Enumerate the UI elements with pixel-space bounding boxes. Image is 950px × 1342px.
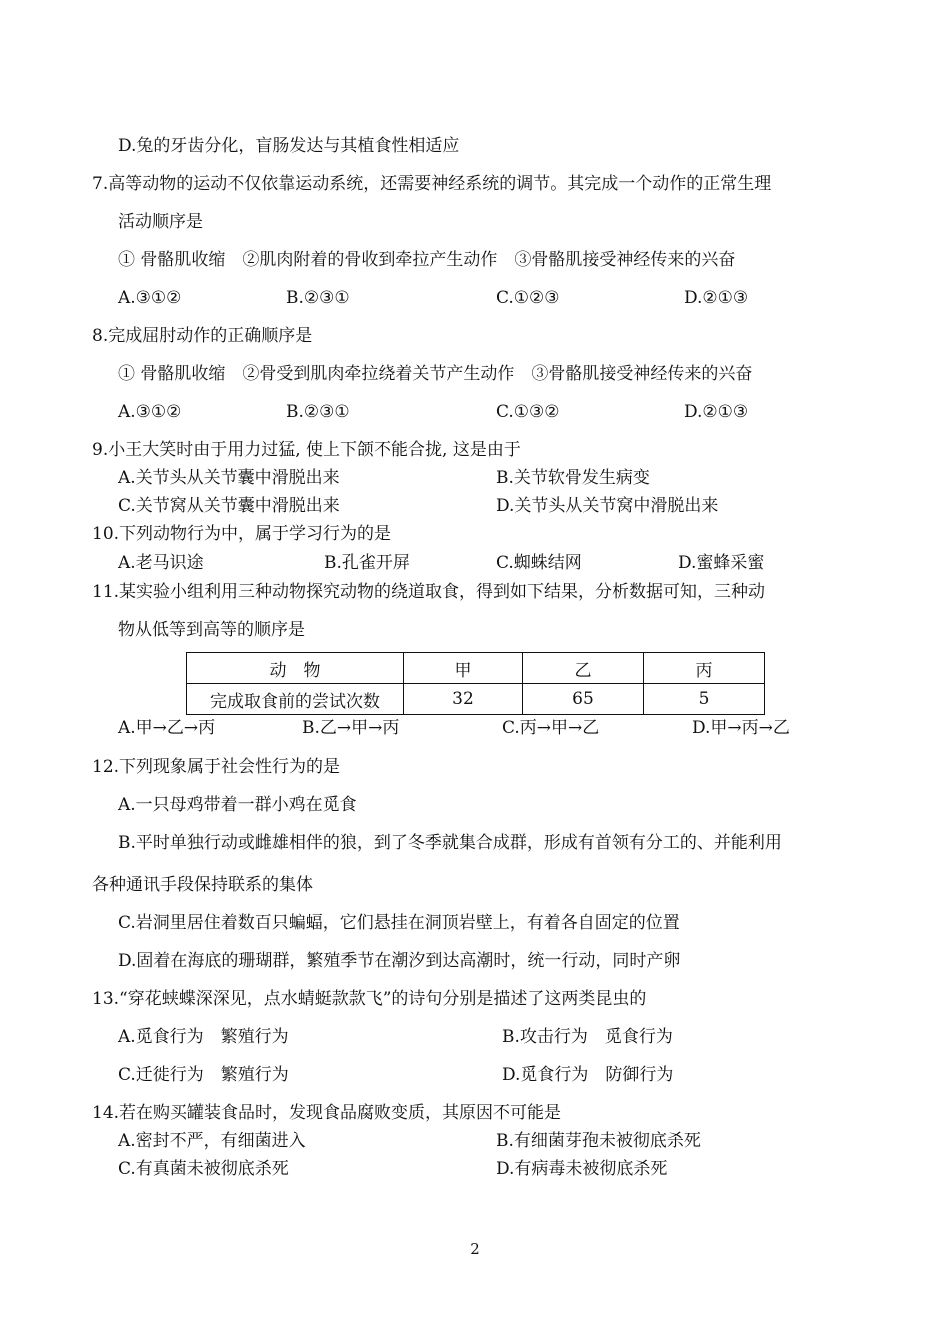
q12-stem: 12.下列现象属于社会性行为的是 (92, 757, 341, 777)
table-cell-jia: 32 (404, 684, 523, 715)
q12-option-b-line1: B.平时单独行动或雌雄相伴的狼，到了冬季就集合成群，形成有首领有分工的、并能利用 (118, 833, 782, 853)
q14-option-d: D.有病毒未被彻底杀死 (496, 1159, 668, 1179)
q7-stem-line1: 7.高等动物的运动不仅依靠运动系统，还需要神经系统的调节。其完成一个动作的正常生理 (92, 174, 772, 194)
q9-option-b: B.关节软骨发生病变 (496, 468, 650, 488)
q14-option-a: A.密封不严，有细菌进入 (118, 1131, 306, 1151)
table-row (187, 684, 765, 715)
q7-option-b: B.②③① (286, 288, 350, 308)
q7-stem-line2: 活动顺序是 (118, 212, 203, 232)
q13-option-a: A.觅食行为 繁殖行为 (118, 1027, 289, 1047)
q12-option-a: A.一只母鸡带着一群小鸡在觅食 (118, 795, 357, 815)
table-header-animal: 动 物 (187, 653, 404, 684)
q8-option-c: C.①③② (496, 402, 560, 422)
q9-option-a: A.关节头从关节囊中滑脱出来 (118, 468, 340, 488)
q11-option-d: D.甲→丙→乙 (692, 718, 790, 738)
table-header-yi: 乙 (523, 653, 644, 684)
table-row-label: 完成取食前的尝试次数 (187, 684, 404, 715)
q9-option-d: D.关节头从关节窝中滑脱出来 (496, 496, 719, 516)
page-number: 2 (470, 1240, 480, 1258)
q10-option-d: D.蜜蜂采蜜 (678, 553, 765, 573)
q13-option-d: D.觅食行为 防御行为 (502, 1065, 674, 1085)
q11-results-table (186, 652, 765, 715)
q12-option-d: D.固着在海底的珊瑚群，繁殖季节在潮汐到达高潮时，统一行动，同时产卵 (118, 951, 681, 971)
q13-option-b: B.攻击行为 觅食行为 (502, 1027, 673, 1047)
q9-stem: 9.小王大笑时由于用力过猛, 使上下颌不能合拢, 这是由于 (92, 440, 521, 460)
q10-option-a: A.老马识途 (118, 553, 204, 573)
table-header-row (187, 653, 765, 684)
q6-option-d: D.兔的牙齿分化，盲肠发达与其植食性相适应 (118, 136, 460, 156)
q13-stem: 13.“穿花蛱蝶深深见，点水蜻蜓款款飞”的诗句分别是描述了这两类昆虫的 (92, 989, 647, 1009)
q12-option-c: C.岩洞里居住着数百只蝙蝠，它们悬挂在洞顶岩壁上，有着各自固定的位置 (118, 913, 680, 933)
q11-option-b: B.乙→甲→丙 (302, 718, 400, 738)
q8-option-b: B.②③① (286, 402, 350, 422)
table-cell-bing: 5 (644, 684, 765, 715)
table-header-jia: 甲 (404, 653, 523, 684)
q11-stem-line2: 物从低等到高等的顺序是 (118, 620, 305, 640)
q7-option-a: A.③①② (118, 288, 182, 308)
table-header-bing: 丙 (644, 653, 765, 684)
q7-option-d: D.②①③ (684, 288, 749, 308)
q14-option-c: C.有真菌未被彻底杀死 (118, 1159, 289, 1179)
q10-stem: 10.下列动物行为中，属于学习行为的是 (92, 524, 392, 544)
q12-option-b-line2: 各种通讯手段保持联系的集体 (92, 875, 313, 895)
q10-option-b: B.孔雀开屏 (324, 553, 410, 573)
q8-items: ① 骨骼肌收缩 ②骨受到肌肉牵拉绕着关节产生动作 ③骨骼肌接受神经传来的兴奋 (118, 364, 753, 384)
q10-option-c: C.蜘蛛结网 (496, 553, 582, 573)
q8-option-d: D.②①③ (684, 402, 749, 422)
q11-option-c: C.丙→甲→乙 (502, 718, 600, 738)
q7-items: ① 骨骼肌收缩 ②肌肉附着的骨收到牵拉产生动作 ③骨骼肌接受神经传来的兴奋 (118, 250, 736, 270)
q8-stem: 8.完成屈肘动作的正确顺序是 (92, 326, 313, 346)
q9-option-c: C.关节窝从关节囊中滑脱出来 (118, 496, 340, 516)
q7-option-c: C.①②③ (496, 288, 560, 308)
q14-stem: 14.若在购买罐装食品时，发现食品腐败变质，其原因不可能是 (92, 1103, 562, 1123)
q13-option-c: C.迁徙行为 繁殖行为 (118, 1065, 289, 1085)
q14-option-b: B.有细菌芽孢未被彻底杀死 (496, 1131, 701, 1151)
table-cell-yi: 65 (523, 684, 644, 715)
q8-option-a: A.③①② (118, 402, 182, 422)
q11-stem-line1: 11.某实验小组利用三种动物探究动物的绕道取食，得到如下结果，分析数据可知，三种动 (92, 582, 766, 602)
q11-option-a: A.甲→乙→丙 (118, 718, 216, 738)
